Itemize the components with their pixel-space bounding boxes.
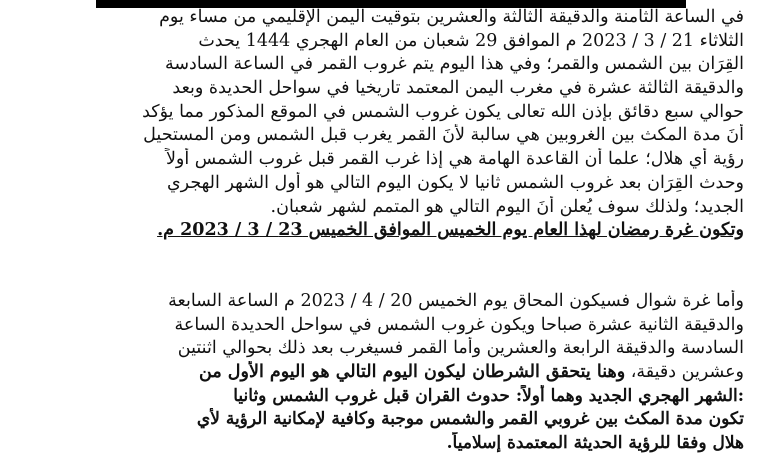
paragraph-ramadan xyxy=(44,6,744,243)
text-line: والدقيقة الثالثة عشرة في مغرب اليمن المعتمد تاريخيا في سواحل الحديدة وبعد xyxy=(172,78,744,99)
text-line: أنَ مدة المكث بين الغروبين هي سالبة لأنَ القمر يغرب قبل الشمس ومن المستحيل xyxy=(143,125,744,146)
text-line: وأما غرة شوال فسيكون المحاق يوم الخميس 20 / 4 / 2023 م الساعة السابعة xyxy=(168,291,744,311)
text-line: في الساعة الثامنة والدقيقة الثالثة والعشرين بتوقيت اليمن الإقليمي من مساء يوم xyxy=(159,7,744,27)
text-line: القِرَان بين الشمس والقمر؛ وفي هذا اليوم يتم غروب القمر في الساعة السادسة xyxy=(165,54,744,75)
text-line: السادسة والدقيقة الرابعة والعشرين وأما القمر فسيغرب بعد ذلك بحوالي اثنتين xyxy=(177,338,744,359)
text-line: الجديد؛ ولذلك سوف يُعلن أنَ اليوم التالي هو المتمم لشهر شعبان. xyxy=(270,196,744,217)
bold-text-line: :الشهر الهجري الجديد وهما أولاً: حدوث القران قبل غروب الشمس وثانيا xyxy=(233,385,744,406)
ramadan-start-highlight: وتكون غرة رمضان لهذا العام يوم الخميس الموافق الخميس 23 / 3 / 2023 م. xyxy=(157,220,744,241)
text-bold-part: وهنا يتحقق الشرطان ليكون اليوم التالي هو اليوم الأول من xyxy=(199,362,626,383)
text-line: الثلاثاء 21 / 3 / 2023 م الموافق 29 شعبان من العام الهجري 1444 يحدث xyxy=(198,30,744,51)
text-line: والدقيقة الثانية عشرة صباحا ويكون غروب الشمس في سواحل الحديدة الساعة xyxy=(174,314,744,335)
text-line: وحدث القِرَان بعد غروب الشمس ثانيا لا يكون اليوم التالي هو أول الشهر الهجري xyxy=(166,172,744,193)
mixed-text-line xyxy=(44,361,744,385)
paragraph-shawwal xyxy=(44,290,744,456)
bold-text-line: تكون مدة المكث بين غروبي القمر والشمس موجبة وكافية لإمكانية الرؤية لأي xyxy=(196,409,744,430)
text-normal-part: وعشرين دقيقة، xyxy=(625,362,744,383)
text-line: رؤية أي هلال؛ علما أن القاعدة الهامة هي إذا غرب القمر قبل غروب الشمس أولاً xyxy=(165,149,744,170)
text-line: حوالي سبع دقائق بإذن الله تعالى يكون غروب الشمس في الموقع المذكور مما يؤكد xyxy=(142,101,744,122)
bold-text-line: هلال وفقا للرؤية الحديثة المعتمدة إسلامياً. xyxy=(446,433,744,454)
